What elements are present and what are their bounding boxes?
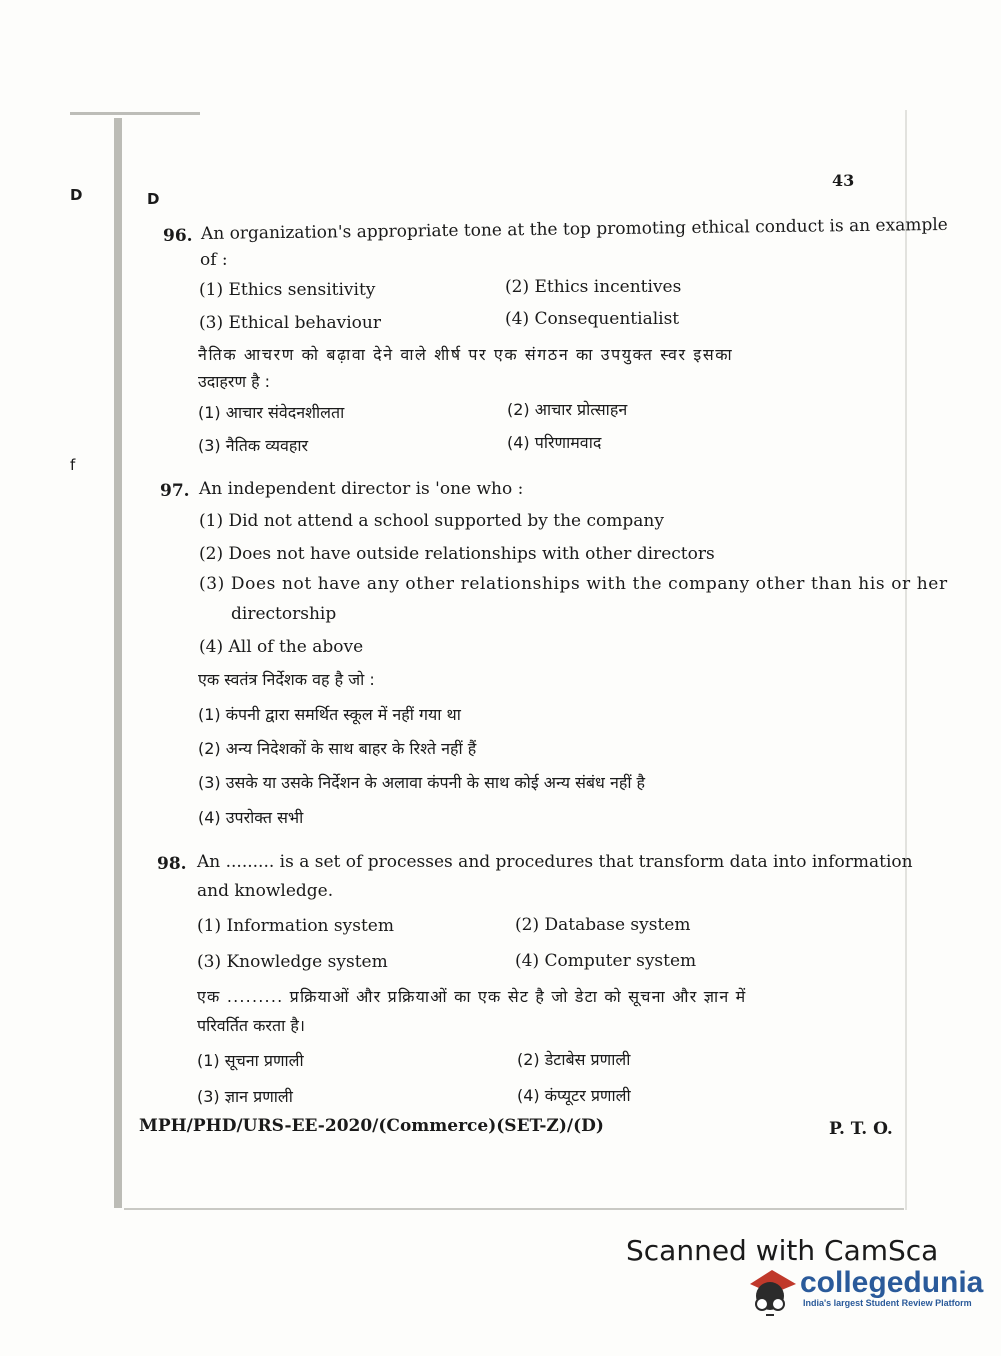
bottom-edge-line	[124, 1208, 904, 1210]
option-2: (2) Ethics incentives	[505, 277, 682, 297]
question-text-en-cont: of :	[200, 250, 228, 270]
student-mascot-icon	[744, 1262, 800, 1326]
option-hi-4: (4) कंप्यूटर प्रणाली	[517, 1086, 631, 1105]
question-text-hi: नैतिक आचरण को बढ़ावा देने वाले शीर्ष पर एक संगठन का उपयुक्त स्वर इसका	[198, 345, 734, 364]
option-hi-4: (4) उपरोक्त सभी	[198, 808, 304, 827]
pto-label: P. T. O.	[829, 1119, 893, 1139]
option-1: (1) Ethics sensitivity	[199, 280, 376, 300]
collegedunia-logo-text: collegedunia	[800, 1266, 984, 1299]
question-text-hi: एक स्वतंत्र निर्देशक वह है जो :	[198, 670, 375, 689]
option-3: (3) Does not have any other relationships with the company other than his or her	[199, 574, 948, 594]
question-text-en: An organization's appropriate tone at the top promoting ethical conduct is an example	[200, 214, 948, 244]
top-edge-line	[70, 112, 200, 115]
option-hi-3: (3) ज्ञान प्रणाली	[197, 1087, 293, 1106]
option-3: (3) Knowledge system	[197, 952, 388, 972]
question-text-en: An independent director is 'one who :	[199, 479, 524, 499]
camscanner-watermark: Scanned with CamSca	[626, 1234, 939, 1267]
option-hi-2: (2) डेटाबेस प्रणाली	[517, 1050, 631, 1069]
option-1: (1) Information system	[197, 916, 394, 936]
option-hi-3: (3) उसके या उसके निर्देशन के अलावा कंपनी के साथ कोई अन्य संबंध नहीं है	[198, 773, 646, 792]
question-text-hi-cont: परिवर्तित करता है।	[197, 1016, 305, 1035]
question-text-hi-cont: उदाहरण है :	[198, 372, 271, 391]
option-2: (2) Does not have outside relationships with other directors	[199, 544, 715, 564]
option-3: (3) Ethical behaviour	[199, 313, 381, 333]
option-hi-2: (2) आचार प्रोत्साहन	[507, 400, 628, 419]
option-hi-3: (3) नैतिक व्यवहार	[198, 436, 309, 455]
question-number: 98.	[157, 854, 187, 874]
margin-set-label: D	[70, 186, 83, 204]
option-1: (1) Did not attend a school supported by the company	[199, 511, 664, 531]
option-hi-1: (1) आचार संवेदनशीलता	[198, 403, 345, 422]
question-number: 96.	[163, 226, 193, 246]
page-number: 43	[832, 171, 855, 190]
option-4: (4) All of the above	[199, 637, 364, 657]
question-text-hi: एक ......... प्रक्रियाओं और प्रक्रियाओं का एक सेट है जो डेटा को सूचना और ज्ञान में	[197, 987, 747, 1006]
margin-mark: f	[70, 456, 76, 474]
option-2: (2) Database system	[515, 915, 691, 935]
question-text-en-cont: and knowledge.	[197, 881, 334, 901]
collegedunia-tagline: India's largest Student Review Platform	[803, 1298, 972, 1308]
option-4: (4) Computer system	[515, 951, 697, 971]
binding-spine	[114, 118, 122, 1208]
option-hi-1: (1) सूचना प्रणाली	[197, 1051, 304, 1070]
right-edge-line	[905, 110, 907, 1210]
option-hi-4: (4) परिणामवाद	[507, 433, 602, 452]
option-hi-2: (2) अन्य निदेशकों के साथ बाहर के रिश्ते नहीं हैं	[198, 739, 477, 758]
question-number: 97.	[160, 481, 190, 501]
question-text-en: An ......... is a set of processes and procedures that transform data into information	[197, 852, 913, 872]
paper-code: MPH/PHD/URS-EE-2020/(Commerce)(SET-Z)/(D)	[139, 1116, 604, 1136]
option-hi-1: (1) कंपनी द्वारा समर्थित स्कूल में नहीं गया था	[198, 705, 461, 724]
option-4: (4) Consequentialist	[505, 309, 680, 329]
set-label: D	[147, 190, 160, 208]
option-3-cont: directorship	[231, 604, 337, 624]
